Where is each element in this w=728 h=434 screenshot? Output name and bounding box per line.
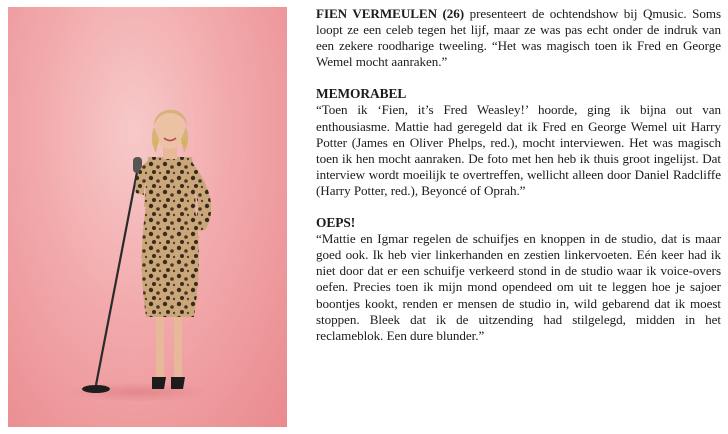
intro-text: presenteert de ochtendshow bij Qmusic. Soms loopt ze een celeb tegen het lijf, maar ze was pas echt onder de indruk van een zekere roodharige tweeling. “Het was magisch toen ik Fred en George Wemel mocht aanraken.”	[316, 6, 722, 70]
person-name: FIEN VERMEULEN (26)	[316, 6, 465, 21]
section-heading-memorabel: MEMORABEL	[316, 86, 407, 102]
woman-with-microphone-illustration	[8, 7, 287, 427]
portrait-photo	[8, 7, 287, 427]
article-text	[316, 6, 721, 344]
intro-paragraph	[316, 6, 721, 70]
spacer	[316, 70, 721, 86]
section-body-memorabel: “Toen ik ‘Fien, it’s Fred Weasley!’ hoorde, ging ik bijna out van enthousiasme. Mattie had geregeld dat ik Fred en George Wemel uit Harry Potter (James en Oliver Phelps, red.), mocht interviewen. Het was magisch toen ik hen mocht aanraken. De foto met hen heb ik thuis groot ingelijst. Dat interview wordt moeilijk te overtreffen, wellicht alleen door Daniel Radcliffe (Harry Potter, red.), Beyoncé of Oprah.”	[316, 102, 721, 198]
section-body-oeps: “Mattie en Igmar regelen de schuifjes en knoppen in de studio, dat is maar goed ook. Ik heb vier linkerhanden en zestien linkervoeten. Eén keer had ik niet door dat er een schuifje verkeerd stond in de studio waar ik voice-overs oefen. Precies toen ik mijn mond opendeed om uit te leggen hoe je sajoer boontjes kookt, renden er mensen de studio in, wild gebarend dat ik moest stoppen. Bleek dat ik de uitzending had stilgelegd, midden in het reclameblok. Een dure blunder.”	[316, 231, 721, 343]
spacer	[316, 199, 721, 215]
section-heading-oeps: OEPS!	[316, 215, 356, 231]
